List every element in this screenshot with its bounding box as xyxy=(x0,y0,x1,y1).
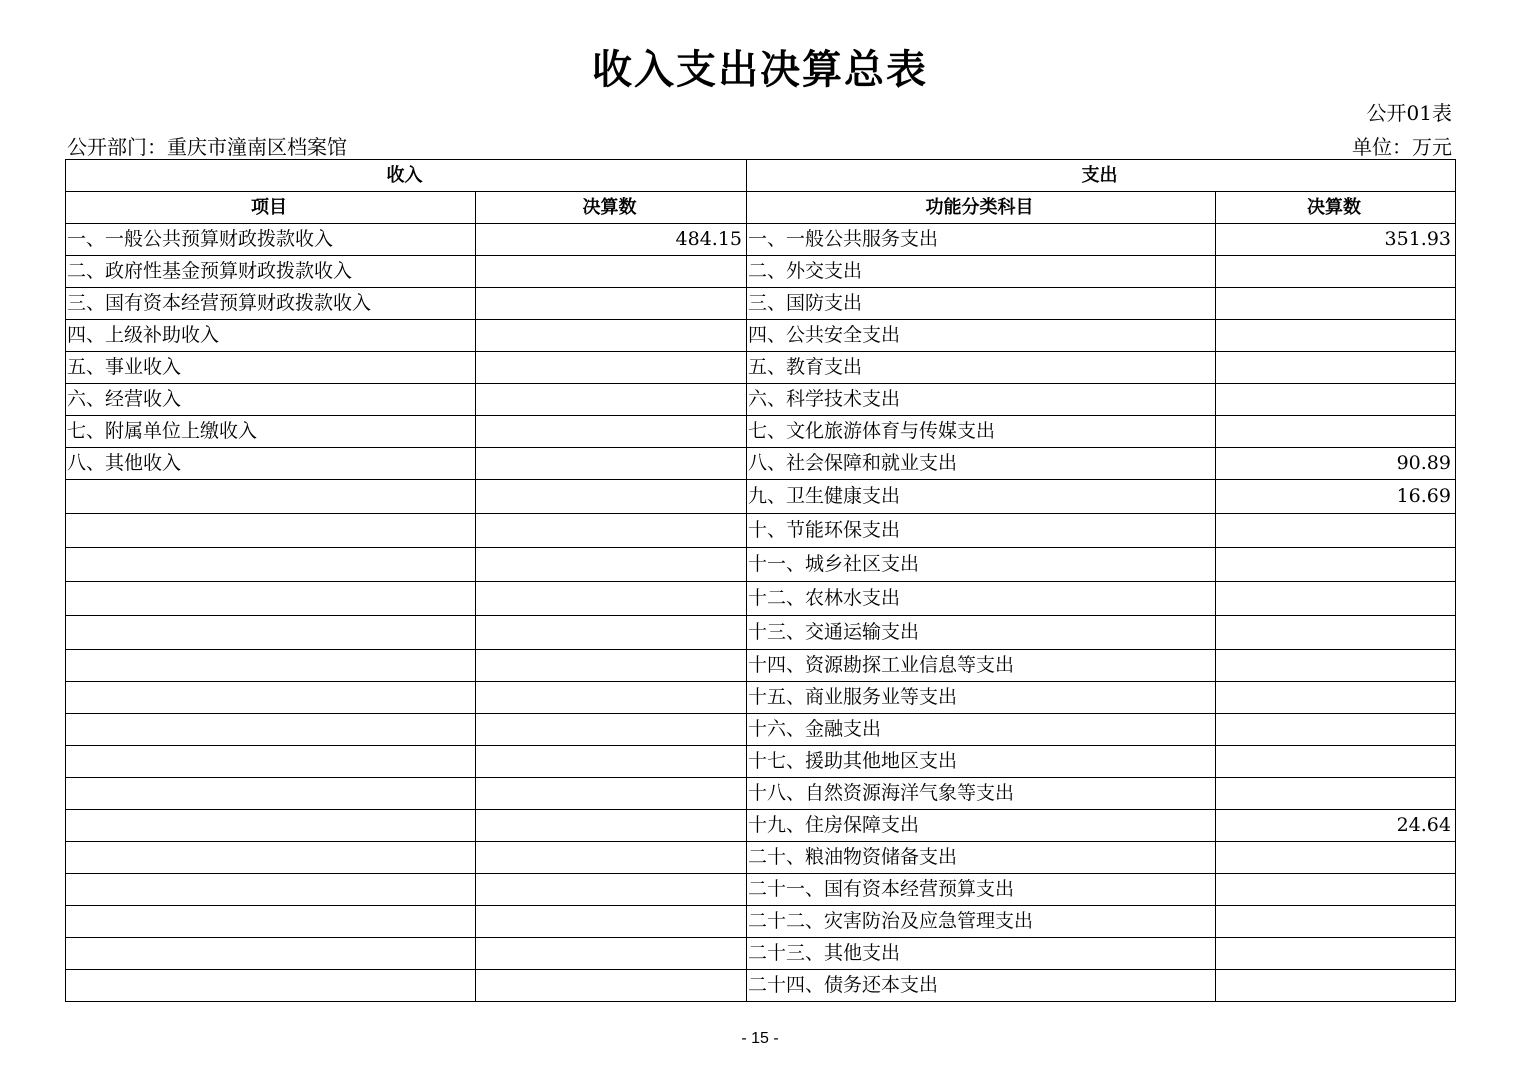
expense-item-cell: 二十二、灾害防治及应急管理支出 xyxy=(747,906,1216,938)
table-row xyxy=(66,256,1456,288)
income-item-cell: 一、一般公共预算财政拨款收入 xyxy=(66,224,476,256)
income-item-cell xyxy=(66,480,476,514)
table-row xyxy=(66,416,1456,448)
expense-item-cell: 二十三、其他支出 xyxy=(747,938,1216,970)
income-amount-cell xyxy=(476,938,747,970)
income-amount-header: 决算数 xyxy=(476,192,747,224)
expense-item-cell: 十一、城乡社区支出 xyxy=(747,548,1216,582)
income-amount-cell xyxy=(476,616,747,650)
income-item-cell xyxy=(66,682,476,714)
expense-item-cell: 二十四、债务还本支出 xyxy=(747,970,1216,1002)
income-item-cell xyxy=(66,714,476,746)
income-item-cell xyxy=(66,650,476,682)
table-row xyxy=(66,224,1456,256)
income-amount-cell xyxy=(476,320,747,352)
income-amount-cell xyxy=(476,514,747,548)
expense-amount-cell: 351.93 xyxy=(1216,224,1456,256)
table-row xyxy=(66,810,1456,842)
income-amount-cell xyxy=(476,842,747,874)
table-body xyxy=(66,224,1456,1002)
income-amount-cell: 484.15 xyxy=(476,224,747,256)
income-section-header: 收入 xyxy=(66,160,747,192)
income-item-cell: 二、政府性基金预算财政拨款收入 xyxy=(66,256,476,288)
expense-item-cell: 二、外交支出 xyxy=(747,256,1216,288)
table-row xyxy=(66,778,1456,810)
table-row xyxy=(66,548,1456,582)
expense-item-cell: 三、国防支出 xyxy=(747,288,1216,320)
expense-item-cell: 六、科学技术支出 xyxy=(747,384,1216,416)
expense-amount-cell xyxy=(1216,514,1456,548)
expense-amount-cell xyxy=(1216,842,1456,874)
income-amount-cell xyxy=(476,416,747,448)
income-amount-cell xyxy=(476,352,747,384)
expense-amount-cell xyxy=(1216,906,1456,938)
expense-item-cell: 十九、住房保障支出 xyxy=(747,810,1216,842)
income-expense-table xyxy=(65,159,1456,1002)
income-item-cell xyxy=(66,970,476,1002)
income-item-cell xyxy=(66,514,476,548)
expense-item-cell: 十三、交通运输支出 xyxy=(747,616,1216,650)
expense-item-cell: 二十、粮油物资储备支出 xyxy=(747,842,1216,874)
income-item-cell xyxy=(66,548,476,582)
expense-item-cell: 一、一般公共服务支出 xyxy=(747,224,1216,256)
expense-amount-cell xyxy=(1216,616,1456,650)
table-row xyxy=(66,320,1456,352)
form-code: 公开01表 xyxy=(1366,101,1452,125)
expense-item-cell: 十四、资源勘探工业信息等支出 xyxy=(747,650,1216,682)
expense-amount-cell xyxy=(1216,970,1456,1002)
income-amount-cell xyxy=(476,970,747,1002)
income-amount-cell xyxy=(476,746,747,778)
table-row xyxy=(66,938,1456,970)
table-row xyxy=(66,582,1456,616)
expense-item-cell: 十六、金融支出 xyxy=(747,714,1216,746)
expense-item-cell: 十八、自然资源海洋气象等支出 xyxy=(747,778,1216,810)
table-row xyxy=(66,970,1456,1002)
table-row xyxy=(66,514,1456,548)
income-amount-cell xyxy=(476,874,747,906)
expense-item-cell: 十五、商业服务业等支出 xyxy=(747,682,1216,714)
table-row xyxy=(66,842,1456,874)
page-title: 收入支出决算总表 xyxy=(592,47,928,93)
expense-amount-cell xyxy=(1216,320,1456,352)
expense-amount-header: 决算数 xyxy=(1216,192,1456,224)
expense-amount-cell: 16.69 xyxy=(1216,480,1456,514)
expense-amount-cell xyxy=(1216,874,1456,906)
income-amount-cell xyxy=(476,906,747,938)
income-item-header: 项目 xyxy=(66,192,476,224)
expense-amount-cell xyxy=(1216,938,1456,970)
department-label: 公开部门：重庆市潼南区档案馆 xyxy=(67,135,347,159)
income-amount-cell xyxy=(476,714,747,746)
income-amount-cell xyxy=(476,548,747,582)
expense-item-header: 功能分类科目 xyxy=(747,192,1216,224)
expense-item-cell: 五、教育支出 xyxy=(747,352,1216,384)
income-item-cell: 四、上级补助收入 xyxy=(66,320,476,352)
table-row xyxy=(66,682,1456,714)
expense-amount-cell: 90.89 xyxy=(1216,448,1456,480)
income-amount-cell xyxy=(476,778,747,810)
expense-amount-cell xyxy=(1216,548,1456,582)
expense-item-cell: 四、公共安全支出 xyxy=(747,320,1216,352)
expense-amount-cell xyxy=(1216,746,1456,778)
expense-section-header: 支出 xyxy=(747,160,1456,192)
income-amount-cell xyxy=(476,288,747,320)
table-row xyxy=(66,448,1456,480)
table-row xyxy=(66,746,1456,778)
income-item-cell xyxy=(66,778,476,810)
expense-item-cell: 八、社会保障和就业支出 xyxy=(747,448,1216,480)
expense-amount-cell xyxy=(1216,352,1456,384)
expense-item-cell: 十七、援助其他地区支出 xyxy=(747,746,1216,778)
expense-item-cell: 十二、农林水支出 xyxy=(747,582,1216,616)
table-row xyxy=(66,288,1456,320)
income-amount-cell xyxy=(476,448,747,480)
income-item-cell xyxy=(66,810,476,842)
table-row xyxy=(66,480,1456,514)
expense-amount-cell: 24.64 xyxy=(1216,810,1456,842)
income-item-cell: 八、其他收入 xyxy=(66,448,476,480)
income-item-cell xyxy=(66,582,476,616)
unit-label: 单位：万元 xyxy=(1352,135,1452,159)
expense-amount-cell xyxy=(1216,714,1456,746)
income-item-cell xyxy=(66,906,476,938)
expense-amount-cell xyxy=(1216,650,1456,682)
expense-amount-cell xyxy=(1216,384,1456,416)
income-item-cell xyxy=(66,746,476,778)
page-number: - 15 - xyxy=(741,1030,779,1047)
income-amount-cell xyxy=(476,582,747,616)
table-row xyxy=(66,714,1456,746)
expense-amount-cell xyxy=(1216,778,1456,810)
table-row xyxy=(66,906,1456,938)
expense-item-cell: 七、文化旅游体育与传媒支出 xyxy=(747,416,1216,448)
income-amount-cell xyxy=(476,384,747,416)
expense-amount-cell xyxy=(1216,256,1456,288)
table-row xyxy=(66,650,1456,682)
income-item-cell xyxy=(66,938,476,970)
income-amount-cell xyxy=(476,682,747,714)
income-item-cell xyxy=(66,874,476,906)
expense-item-cell: 二十一、国有资本经营预算支出 xyxy=(747,874,1216,906)
expense-amount-cell xyxy=(1216,416,1456,448)
income-amount-cell xyxy=(476,810,747,842)
expense-amount-cell xyxy=(1216,682,1456,714)
income-amount-cell xyxy=(476,650,747,682)
expense-amount-cell xyxy=(1216,582,1456,616)
expense-item-cell: 九、卫生健康支出 xyxy=(747,480,1216,514)
expense-item-cell: 十、节能环保支出 xyxy=(747,514,1216,548)
income-amount-cell xyxy=(476,480,747,514)
table-row xyxy=(66,874,1456,906)
table-row xyxy=(66,352,1456,384)
income-item-cell xyxy=(66,842,476,874)
table-row xyxy=(66,384,1456,416)
income-item-cell: 五、事业收入 xyxy=(66,352,476,384)
expense-amount-cell xyxy=(1216,288,1456,320)
income-item-cell: 三、国有资本经营预算财政拨款收入 xyxy=(66,288,476,320)
income-amount-cell xyxy=(476,256,747,288)
income-item-cell: 七、附属单位上缴收入 xyxy=(66,416,476,448)
income-item-cell: 六、经营收入 xyxy=(66,384,476,416)
income-item-cell xyxy=(66,616,476,650)
table-row xyxy=(66,616,1456,650)
